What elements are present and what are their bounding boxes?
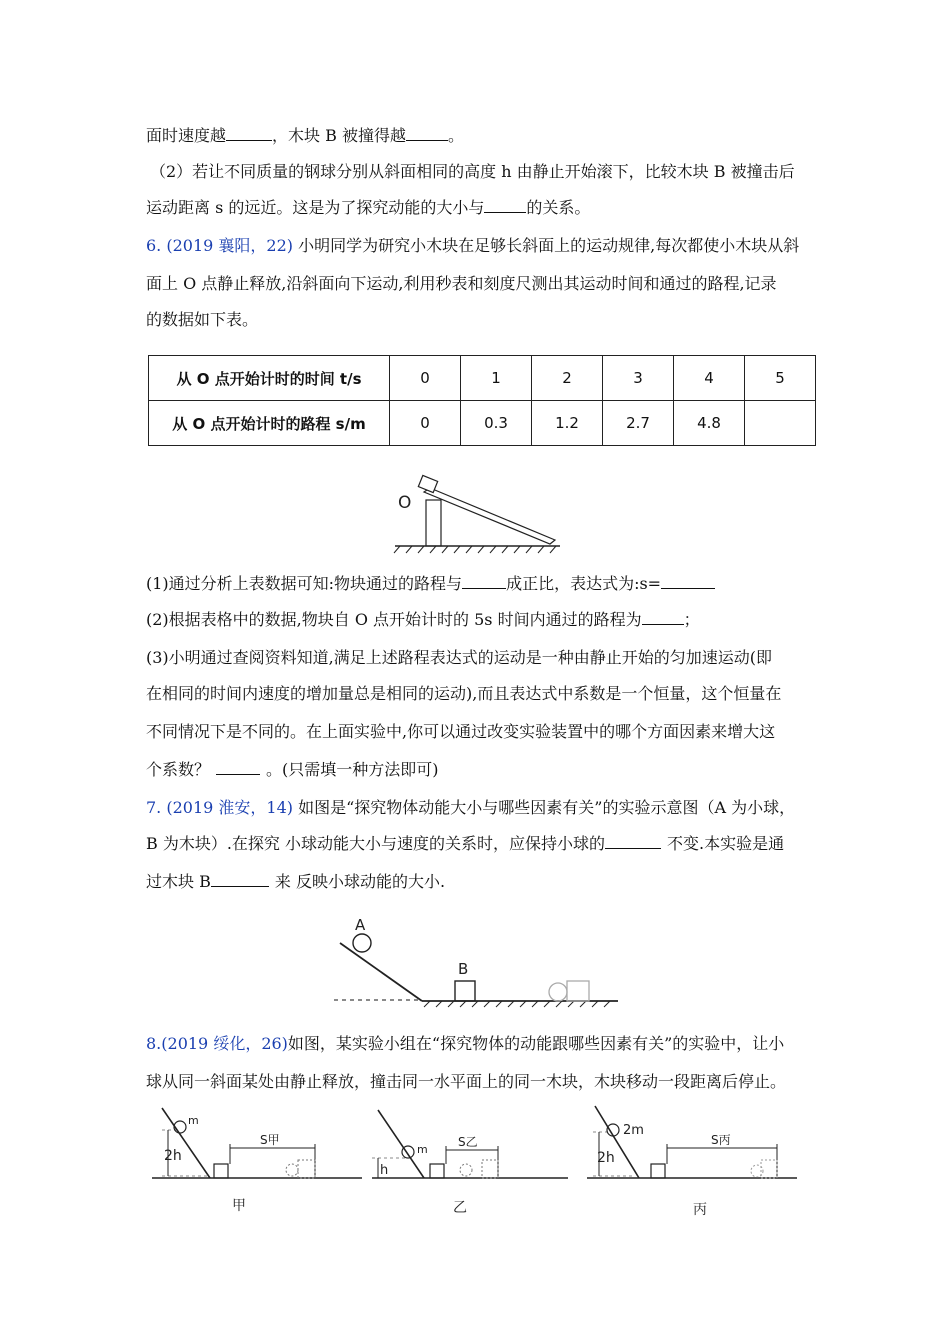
table-cell: 2 xyxy=(532,356,603,401)
q8-line-2: 球从同一斜面某处由静止释放，撞击同一水平面上的同一木块，木块移动一段距离后停止。 xyxy=(146,1072,787,1091)
q6-text: (2)根据表格中的数据,物块自 O 点开始计时的 5s 时间内通过的路程为 xyxy=(146,610,642,629)
q7-text: 不变.本实验是通 xyxy=(667,834,785,853)
q5-line-c xyxy=(146,198,590,218)
ramp-line xyxy=(162,1108,210,1178)
q5-line-a xyxy=(146,126,464,146)
support-post xyxy=(426,500,441,546)
table-cell: 0 xyxy=(390,401,461,446)
table-cell: 0.3 xyxy=(461,401,532,446)
table-row xyxy=(149,401,816,446)
ball-end-position xyxy=(286,1164,298,1176)
q7-text: 来 反映小球动能的大小. xyxy=(274,872,446,891)
q6-part-3-line-3: 不同情况下是不同的。在上面实验中,你可以通过改变实验装置中的哪个方面因素来增大这 xyxy=(146,722,776,741)
q8-line-1 xyxy=(146,1034,784,1054)
table-cell: 2.7 xyxy=(603,401,674,446)
block xyxy=(214,1164,228,1178)
q6-line-1 xyxy=(146,236,799,256)
figure-caption: 丙 xyxy=(693,1202,707,1218)
ball-end-position xyxy=(549,983,567,1001)
block-end-position xyxy=(298,1160,315,1178)
distance-label: S丙 xyxy=(711,1133,731,1147)
q7-line-3 xyxy=(146,872,445,892)
ball-end-position xyxy=(460,1164,472,1176)
floor-hatch xyxy=(424,1001,610,1007)
label-b: B xyxy=(458,960,469,978)
q8-text: 如图，某实验小组在“探究物体的动能跟哪些因素有关”的实验中，让小 xyxy=(287,1034,785,1053)
table-cell: 1.2 xyxy=(532,401,603,446)
figure-caption: 甲 xyxy=(232,1198,246,1214)
q6-text: ； xyxy=(683,610,700,629)
answer-blank[interactable] xyxy=(226,126,272,141)
mass-label: m xyxy=(188,1114,199,1127)
q7-line-1 xyxy=(146,798,795,818)
q6-text: 。(只需填一种方法即可) xyxy=(266,760,439,779)
incline-figure xyxy=(390,470,565,555)
wood-block xyxy=(418,475,437,492)
q5-text: ，木块 B 被撞得越 xyxy=(272,126,406,145)
q6-part-1 xyxy=(146,574,715,594)
block xyxy=(430,1164,444,1178)
table-cell-empty[interactable] xyxy=(745,401,816,446)
table-row-label: 从 O 点开始计时的时间 t/s xyxy=(149,356,390,401)
q6-line-2: 面上 O 点静止释放,沿斜面向下运动,利用秒表和刻度尺测出其运动时间和通过的路程,记录 xyxy=(146,274,777,293)
q6-line-3: 的数据如下表。 xyxy=(146,310,259,329)
figure-bing xyxy=(585,1100,800,1220)
figure-yi xyxy=(370,1100,570,1220)
table-cell: 1 xyxy=(461,356,532,401)
q5-text: 运动距离 s 的远近。这是为了探究动能的大小与 xyxy=(146,198,485,217)
table-cell: 4.8 xyxy=(674,401,745,446)
q6-part-3-line-4 xyxy=(146,760,439,780)
q6-text: 小明同学为研究小木块在足够长斜面上的运动规律,每次都使小木块从斜 xyxy=(293,236,800,255)
q7-text: B 为木块）.在探究 小球动能大小与速度的关系时，应保持小球的 xyxy=(146,834,606,853)
figure-jia xyxy=(150,1100,365,1220)
block xyxy=(651,1164,665,1178)
height-label: 2h xyxy=(597,1150,615,1166)
incline-plank xyxy=(424,488,555,544)
answer-blank[interactable] xyxy=(406,126,448,141)
block-end-position xyxy=(482,1160,498,1178)
ball-a xyxy=(353,934,371,952)
distance-label: S甲 xyxy=(260,1133,280,1147)
answer-blank[interactable] xyxy=(605,834,661,849)
q6-text: 成正比，表达式为:s= xyxy=(506,574,662,593)
block-end-position xyxy=(567,981,589,1001)
q7-line-2 xyxy=(146,834,784,854)
ball-ramp-figure xyxy=(330,915,620,1010)
mass-label: 2m xyxy=(623,1123,644,1138)
answer-blank[interactable] xyxy=(462,574,506,589)
answer-blank[interactable] xyxy=(211,872,269,887)
figure-caption: 乙 xyxy=(453,1200,467,1216)
table-cell: 5 xyxy=(745,356,816,401)
block-b xyxy=(455,981,475,1001)
table-row xyxy=(149,356,816,401)
label-a: A xyxy=(355,916,366,934)
q6-part-3-line-2: 在相同的时间内速度的增加量总是相同的运动),而且表达式中系数是一个恒量，这个恒量在 xyxy=(146,684,782,703)
time-distance-table xyxy=(148,355,816,446)
answer-blank[interactable] xyxy=(661,574,715,589)
table-row-label: 从 O 点开始计时的路程 s/m xyxy=(149,401,390,446)
q7-text: 如图是“探究物体动能大小与哪些因素有关”的实验示意图（A 为小球， xyxy=(293,798,796,817)
q6-text: (1)通过分析上表数据可知:物块通过的路程与 xyxy=(146,574,463,593)
block-end-position xyxy=(761,1160,777,1178)
q5-text: 面时速度越 xyxy=(146,126,227,145)
q6-text: 个系数？ xyxy=(146,760,211,779)
ramp-line xyxy=(595,1106,639,1178)
ball xyxy=(402,1146,414,1158)
q6-part-3-line-1: (3)小明通过查阅资料知道,满足上述路程表达式的运动是一种由静止开始的匀加速运动(即 xyxy=(146,648,772,667)
question-source: 7. (2019 淮安，14) xyxy=(146,798,294,817)
answer-blank[interactable] xyxy=(216,760,260,775)
point-o-label: O xyxy=(398,493,412,513)
answer-blank[interactable] xyxy=(484,198,526,213)
question-source: 6. (2019 襄阳，22) xyxy=(146,236,294,255)
table-cell: 3 xyxy=(603,356,674,401)
distance-label: S乙 xyxy=(458,1135,478,1149)
q6-part-2 xyxy=(146,610,700,630)
mass-label: m xyxy=(417,1143,428,1156)
question-source: 8.(2019 绥化，26) xyxy=(146,1034,288,1053)
q5-text: 的关系。 xyxy=(526,198,591,217)
q7-text: 过木块 B xyxy=(146,872,211,891)
ground-hatch xyxy=(394,546,556,553)
answer-blank[interactable] xyxy=(642,610,684,625)
q5-text: 。 xyxy=(447,126,464,145)
height-label: h xyxy=(380,1163,389,1178)
table-cell: 0 xyxy=(390,356,461,401)
ramp-line xyxy=(340,943,422,1001)
table-cell: 4 xyxy=(674,356,745,401)
height-label: 2h xyxy=(164,1148,182,1164)
q5-line-b: （2）若让不同质量的钢球分别从斜面相同的高度 h 由静止开始滚下，比较木块 B 被撞击后 xyxy=(150,162,795,181)
